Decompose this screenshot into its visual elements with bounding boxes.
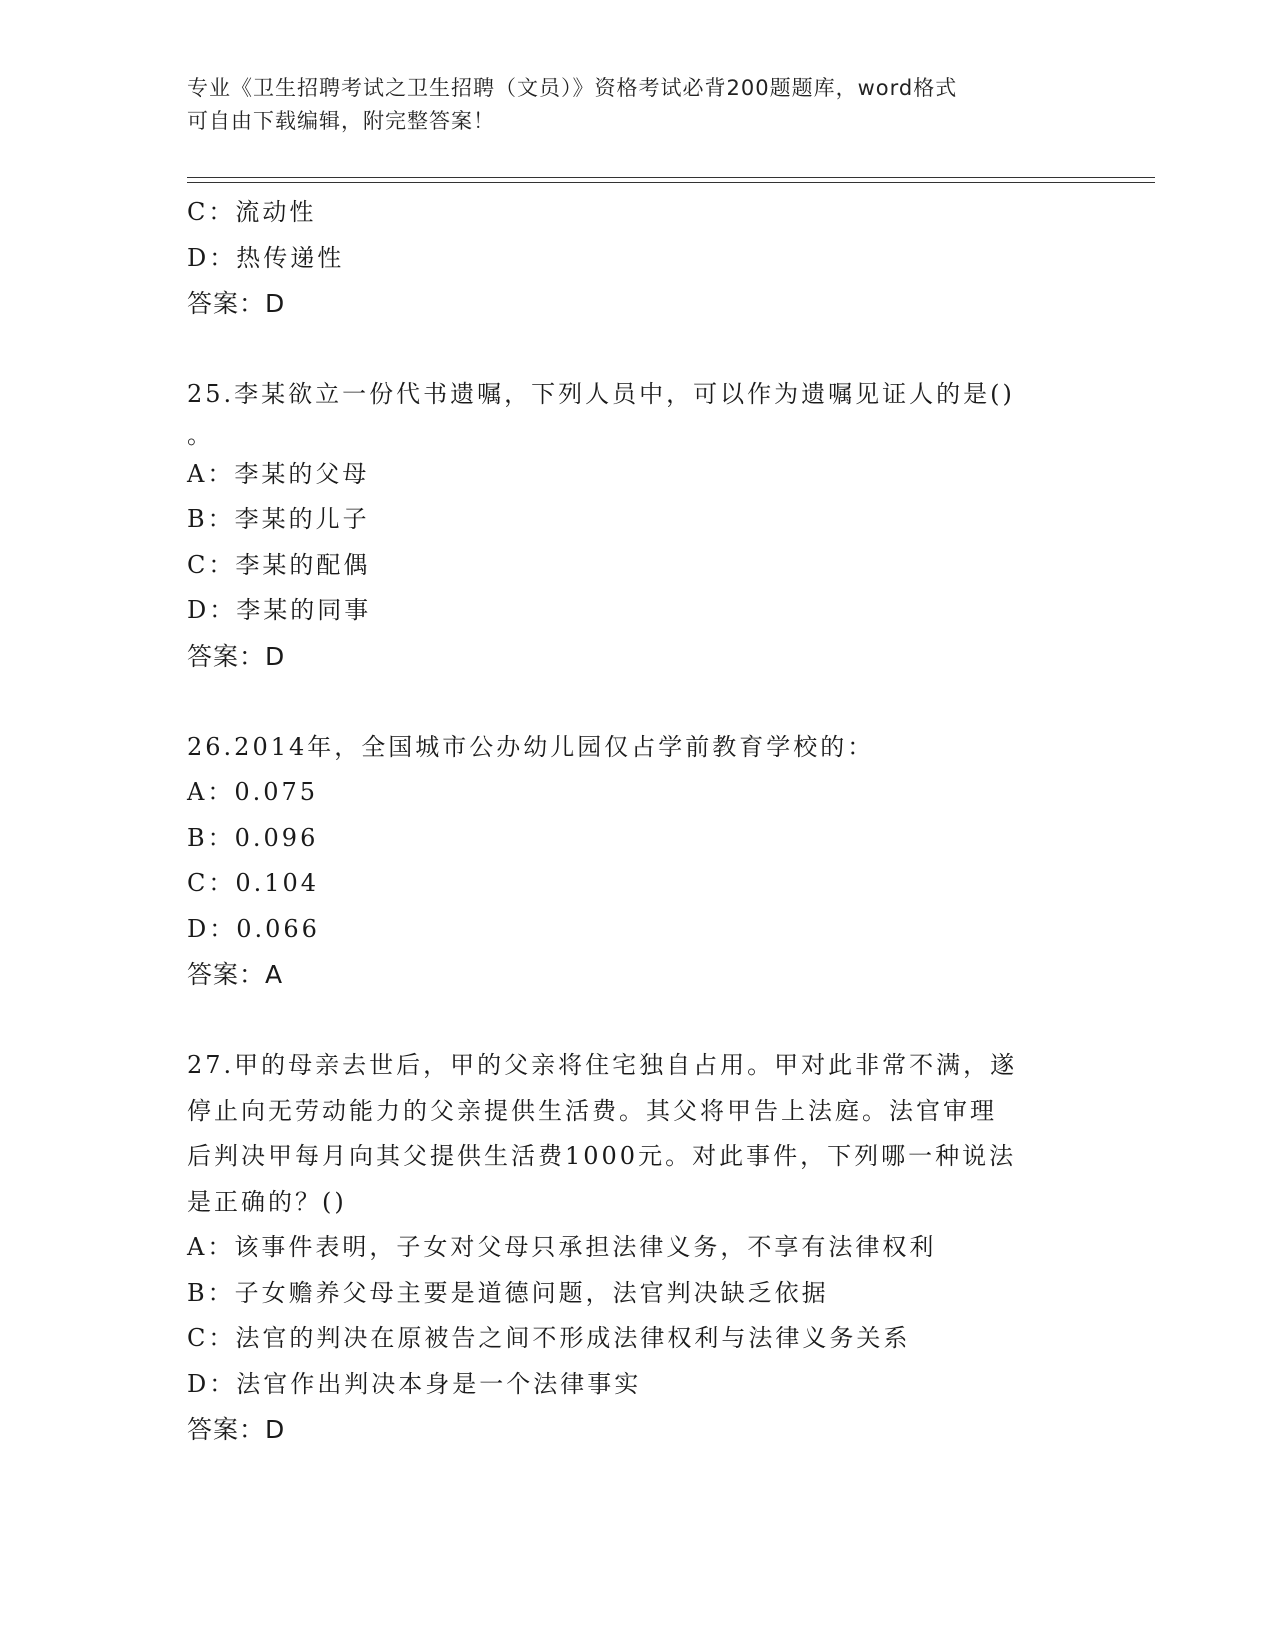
option-c: C：法官的判决在原被告之间不形成法律权利与法律义务关系 bbox=[187, 1324, 911, 1352]
answer-line: 答案：D bbox=[187, 1415, 286, 1444]
question-stem: 25.李某欲立一份代书遗嘱，下列人员中，可以作为遗嘱见证人的是() bbox=[187, 380, 1015, 408]
question-24-tail bbox=[187, 190, 1087, 327]
question-25 bbox=[187, 372, 1087, 679]
option-d: D：李某的同事 bbox=[187, 596, 372, 624]
question-stem: 26.2014年，全国城市公办幼儿园仅占学前教育学校的： bbox=[187, 732, 875, 761]
option-d: D：0.066 bbox=[187, 914, 320, 943]
header-rule-bottom bbox=[187, 182, 1155, 183]
header-line-2: 可自由下载编辑，附完整答案！ bbox=[187, 109, 495, 133]
option-d: D：法官作出判决本身是一个法律事实 bbox=[187, 1369, 642, 1398]
question-content bbox=[187, 190, 1087, 1453]
spacer bbox=[187, 327, 1087, 373]
option-b: B：李某的儿子 bbox=[187, 505, 370, 533]
question-stem-continuation: 。 bbox=[187, 420, 214, 449]
option-d: D：热传递性 bbox=[187, 243, 345, 272]
answer-line: 答案：D bbox=[187, 289, 286, 318]
option-a: A：0.075 bbox=[187, 778, 319, 806]
spacer bbox=[187, 679, 1087, 725]
option-c: C：0.104 bbox=[187, 869, 320, 897]
option-b: B：子女赡养父母主要是道德问题，法官判决缺乏依据 bbox=[187, 1278, 829, 1307]
question-stem-continuation: 后判决甲每月向其父提供生活费1000元。对此事件，下列哪一种说法 bbox=[187, 1142, 1017, 1170]
spacer bbox=[187, 998, 1087, 1044]
question-stem-continuation: 停止向无劳动能力的父亲提供生活费。其父将甲告上法庭。法官审理 bbox=[187, 1096, 997, 1125]
document-header bbox=[187, 72, 1067, 138]
question-27 bbox=[187, 1043, 1087, 1453]
option-c: C：李某的配偶 bbox=[187, 550, 371, 579]
question-stem-continuation: 是正确的？() bbox=[187, 1187, 347, 1216]
option-c: C：流动性 bbox=[187, 198, 317, 226]
answer-line: 答案：A bbox=[187, 960, 284, 989]
question-stem: 27.甲的母亲去世后，甲的父亲将住宅独自占用。甲对此非常不满，遂 bbox=[187, 1051, 1018, 1079]
answer-line: 答案：D bbox=[187, 641, 286, 671]
option-a: A：该事件表明，子女对父母只承担法律义务，不享有法律权利 bbox=[187, 1233, 937, 1261]
header-line-1: 专业《卫生招聘考试之卫生招聘（文员）》资格考试必背200题题库，word格式 bbox=[187, 76, 958, 100]
option-a: A：李某的父母 bbox=[187, 459, 370, 488]
header-rule-top bbox=[187, 177, 1155, 178]
option-b: B：0.096 bbox=[187, 823, 319, 852]
question-26 bbox=[187, 725, 1087, 998]
